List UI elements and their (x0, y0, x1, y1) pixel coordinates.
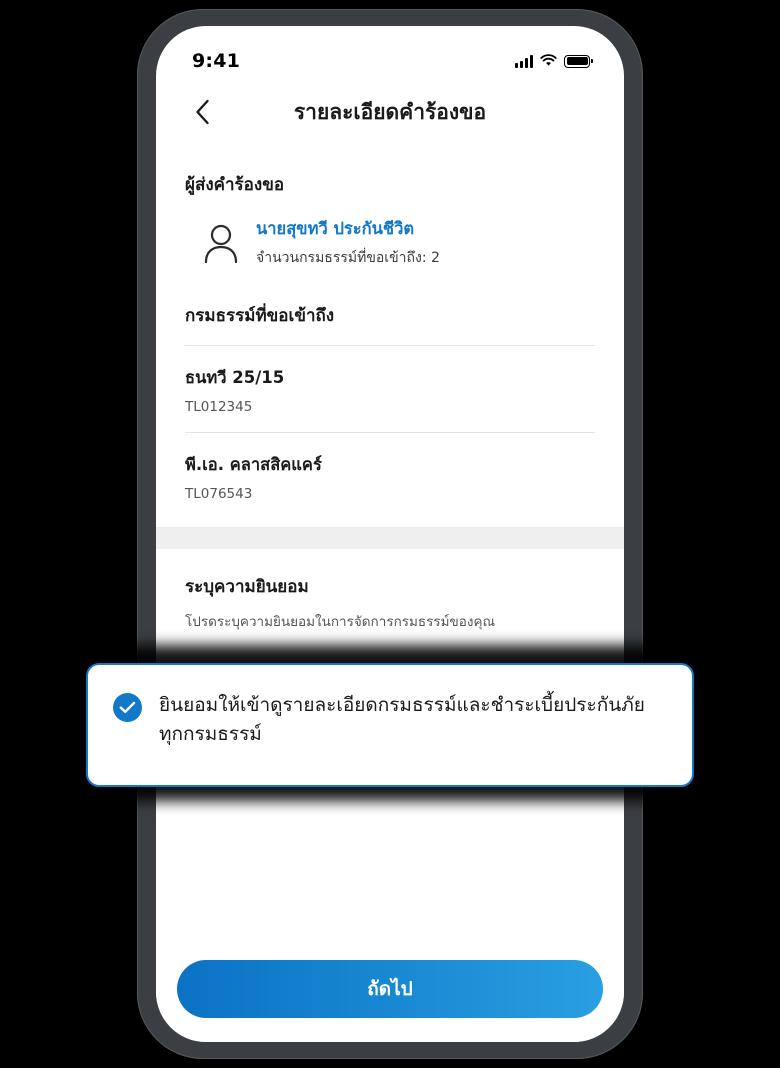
consent-section (156, 549, 624, 632)
main-content (156, 142, 624, 1042)
policy-name: พี.เอ. คลาสสิคแคร์ (185, 455, 322, 474)
policy-name: ธนทวี 25/15 (185, 368, 285, 387)
requester-subtitle: จำนวนกรมธรรม์ที่ขอเข้าถึง: 2 (256, 250, 440, 266)
wifi-icon (540, 52, 557, 71)
back-button[interactable] (182, 92, 222, 132)
consent-option-callout[interactable] (86, 663, 694, 787)
person-avatar-icon (200, 222, 242, 264)
battery-full-icon (564, 55, 590, 68)
policies-heading: กรมธรรม์ที่ขอเข้าถึง (185, 306, 335, 326)
consent-subtitle: โปรดระบุความยินยอมในการจัดการกรมธรรม์ของคุณ (185, 614, 496, 630)
policy-code: TL012345 (185, 399, 253, 415)
next-button[interactable]: ถัดไป (177, 960, 603, 1018)
consent-option-label: ยินยอมให้เข้าดูรายละเอียดกรมธรรม์และชำระเบี้ยประกันภัยทุกกรมธรรม์ (159, 694, 645, 745)
list-item[interactable] (156, 433, 624, 519)
status-indicators (515, 52, 590, 71)
chevron-left-icon (195, 99, 210, 125)
requester-name: นายสุขทวี ประกันชีวิต (256, 219, 415, 238)
requester-row (156, 198, 624, 269)
phone-screen (156, 26, 624, 1042)
page-title: รายละเอียดคำร้องขอ (293, 99, 487, 124)
cellular-signal-icon (515, 55, 533, 68)
check-circle-filled-icon (113, 693, 142, 722)
status-time: 9:41 (192, 50, 241, 72)
section-separator-band (156, 527, 624, 549)
nav-bar (156, 82, 624, 142)
requester-texts (256, 216, 440, 269)
policy-code: TL076543 (185, 486, 253, 502)
list-item[interactable] (156, 346, 624, 432)
status-bar (156, 26, 624, 82)
requester-heading: ผู้ส่งคำร้องขอ (185, 175, 285, 195)
consent-title: ระบุความยินยอม (185, 577, 309, 597)
